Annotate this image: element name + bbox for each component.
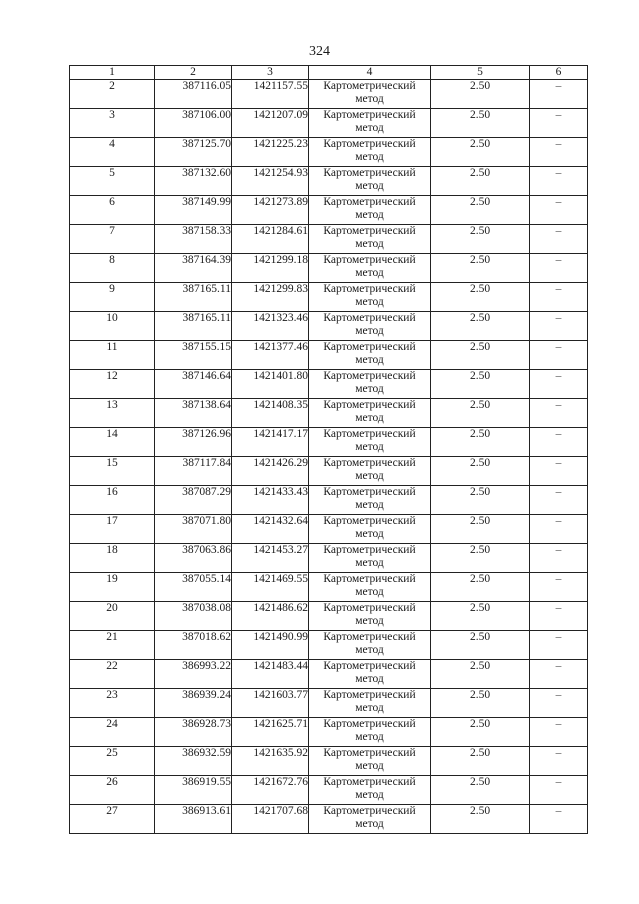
accuracy-cell: 2.50 [431,254,530,283]
y-coordinate-cell: 1421299.83 [232,283,309,312]
y-coordinate-cell: 1421299.18 [232,254,309,283]
x-coordinate-cell: 386928.73 [155,718,232,747]
y-coordinate-cell: 1421433.43 [232,486,309,515]
method-cell [309,370,431,399]
note-cell: – [530,428,588,457]
y-coordinate-cell: 1421625.71 [232,718,309,747]
point-number-cell: 2 [70,80,155,109]
column-header-6: 6 [530,66,588,80]
note-cell: – [530,718,588,747]
method-line-1: Картометрический [323,805,416,817]
method-line-1: Картометрический [323,283,416,295]
column-header-3: 3 [232,66,309,80]
x-coordinate-cell: 386993.22 [155,660,232,689]
accuracy-cell: 2.50 [431,486,530,515]
table-row [70,660,588,689]
x-coordinate-cell: 387149.99 [155,196,232,225]
method-line-1: Картометрический [323,167,416,179]
note-cell: – [530,138,588,167]
y-coordinate-cell: 1421273.89 [232,196,309,225]
point-number-cell: 11 [70,341,155,370]
method-cell [309,718,431,747]
method-line-1: Картометрический [323,747,416,759]
method-line-2: метод [355,209,384,221]
point-number-cell: 8 [70,254,155,283]
accuracy-cell: 2.50 [431,312,530,341]
x-coordinate-cell: 386939.24 [155,689,232,718]
method-line-2: метод [355,789,384,801]
x-coordinate-cell: 387106.00 [155,109,232,138]
method-cell [309,689,431,718]
method-cell [309,660,431,689]
method-cell [309,457,431,486]
accuracy-cell: 2.50 [431,631,530,660]
y-coordinate-cell: 1421635.92 [232,747,309,776]
method-line-2: метод [355,615,384,627]
table-row [70,399,588,428]
accuracy-cell: 2.50 [431,341,530,370]
method-cell [309,428,431,457]
y-coordinate-cell: 1421254.93 [232,167,309,196]
method-line-2: метод [355,122,384,134]
method-line-2: метод [355,586,384,598]
method-line-1: Картометрический [323,602,416,614]
accuracy-cell: 2.50 [431,718,530,747]
method-line-1: Картометрический [323,428,416,440]
method-cell [309,544,431,573]
table-row [70,805,588,834]
y-coordinate-cell: 1421672.76 [232,776,309,805]
point-number-cell: 24 [70,718,155,747]
accuracy-cell: 2.50 [431,225,530,254]
table-row [70,341,588,370]
y-coordinate-cell: 1421157.55 [232,80,309,109]
point-number-cell: 27 [70,805,155,834]
x-coordinate-cell: 387146.64 [155,370,232,399]
method-line-1: Картометрический [323,196,416,208]
method-line-1: Картометрический [323,718,416,730]
x-coordinate-cell: 387138.64 [155,399,232,428]
x-coordinate-cell: 386913.61 [155,805,232,834]
accuracy-cell: 2.50 [431,776,530,805]
table-row [70,573,588,602]
method-line-1: Картометрический [323,660,416,672]
x-coordinate-cell: 387132.60 [155,167,232,196]
method-cell [309,776,431,805]
point-number-cell: 13 [70,399,155,428]
x-coordinate-cell: 387165.11 [155,312,232,341]
method-line-2: метод [355,296,384,308]
table-row [70,718,588,747]
accuracy-cell: 2.50 [431,138,530,167]
note-cell: – [530,196,588,225]
point-number-cell: 6 [70,196,155,225]
table-row [70,370,588,399]
method-line-1: Картометрический [323,573,416,585]
point-number-cell: 14 [70,428,155,457]
table-row [70,138,588,167]
method-line-1: Картометрический [323,631,416,643]
method-line-2: метод [355,673,384,685]
method-line-1: Картометрический [323,689,416,701]
table-row [70,196,588,225]
method-line-2: метод [355,441,384,453]
y-coordinate-cell: 1421401.80 [232,370,309,399]
x-coordinate-cell: 386932.59 [155,747,232,776]
accuracy-cell: 2.50 [431,544,530,573]
point-number-cell: 19 [70,573,155,602]
method-line-2: метод [355,499,384,511]
column-header-1: 1 [70,66,155,80]
method-cell [309,196,431,225]
method-line-1: Картометрический [323,776,416,788]
point-number-cell: 12 [70,370,155,399]
method-cell [309,225,431,254]
table-row [70,109,588,138]
y-coordinate-cell: 1421432.64 [232,515,309,544]
point-number-cell: 21 [70,631,155,660]
method-line-1: Картометрический [323,486,416,498]
method-line-2: метод [355,151,384,163]
y-coordinate-cell: 1421284.61 [232,225,309,254]
note-cell: – [530,283,588,312]
table-row [70,689,588,718]
method-cell [309,486,431,515]
note-cell: – [530,167,588,196]
x-coordinate-cell: 387018.62 [155,631,232,660]
table-body [70,80,588,834]
method-cell [309,747,431,776]
point-number-cell: 26 [70,776,155,805]
table-row [70,486,588,515]
note-cell: – [530,254,588,283]
accuracy-cell: 2.50 [431,109,530,138]
table-row [70,283,588,312]
accuracy-cell: 2.50 [431,689,530,718]
note-cell: – [530,544,588,573]
y-coordinate-cell: 1421603.77 [232,689,309,718]
x-coordinate-cell: 387165.11 [155,283,232,312]
note-cell: – [530,225,588,254]
method-line-2: метод [355,238,384,250]
table-row [70,428,588,457]
point-number-cell: 10 [70,312,155,341]
column-header-2: 2 [155,66,232,80]
table-row [70,312,588,341]
y-coordinate-cell: 1421426.29 [232,457,309,486]
accuracy-cell: 2.50 [431,573,530,602]
note-cell: – [530,80,588,109]
method-line-2: метод [355,267,384,279]
method-line-1: Картометрический [323,341,416,353]
method-line-2: метод [355,470,384,482]
method-line-2: метод [355,412,384,424]
method-line-2: метод [355,528,384,540]
x-coordinate-cell: 387063.86 [155,544,232,573]
y-coordinate-cell: 1421486.62 [232,602,309,631]
x-coordinate-cell: 387071.80 [155,515,232,544]
accuracy-cell: 2.50 [431,805,530,834]
method-line-1: Картометрический [323,109,416,121]
accuracy-cell: 2.50 [431,283,530,312]
method-line-2: метод [355,557,384,569]
method-cell [309,602,431,631]
table-row [70,631,588,660]
accuracy-cell: 2.50 [431,457,530,486]
note-cell: – [530,805,588,834]
method-cell [309,631,431,660]
table-row [70,80,588,109]
accuracy-cell: 2.50 [431,370,530,399]
method-cell [309,254,431,283]
method-cell [309,283,431,312]
table-row [70,254,588,283]
point-number-cell: 3 [70,109,155,138]
x-coordinate-cell: 387158.33 [155,225,232,254]
x-coordinate-cell: 387087.29 [155,486,232,515]
method-line-2: метод [355,325,384,337]
y-coordinate-cell: 1421490.99 [232,631,309,660]
point-number-cell: 23 [70,689,155,718]
y-coordinate-cell: 1421453.27 [232,544,309,573]
point-number-cell: 7 [70,225,155,254]
note-cell: – [530,747,588,776]
y-coordinate-cell: 1421225.23 [232,138,309,167]
note-cell: – [530,486,588,515]
note-cell: – [530,515,588,544]
method-line-1: Картометрический [323,312,416,324]
point-number-cell: 5 [70,167,155,196]
accuracy-cell: 2.50 [431,399,530,428]
note-cell: – [530,457,588,486]
point-number-cell: 16 [70,486,155,515]
x-coordinate-cell: 387126.96 [155,428,232,457]
note-cell: – [530,631,588,660]
method-line-2: метод [355,354,384,366]
note-cell: – [530,399,588,428]
y-coordinate-cell: 1421707.68 [232,805,309,834]
coordinates-table [69,65,588,834]
accuracy-cell: 2.50 [431,428,530,457]
accuracy-cell: 2.50 [431,167,530,196]
method-line-1: Картометрический [323,515,416,527]
column-header-5: 5 [431,66,530,80]
point-number-cell: 9 [70,283,155,312]
point-number-cell: 20 [70,602,155,631]
method-cell [309,399,431,428]
method-line-2: метод [355,93,384,105]
accuracy-cell: 2.50 [431,80,530,109]
method-cell [309,341,431,370]
table-row [70,747,588,776]
accuracy-cell: 2.50 [431,660,530,689]
y-coordinate-cell: 1421408.35 [232,399,309,428]
x-coordinate-cell: 386919.55 [155,776,232,805]
method-line-1: Картометрический [323,225,416,237]
method-line-2: метод [355,702,384,714]
note-cell: – [530,573,588,602]
x-coordinate-cell: 387117.84 [155,457,232,486]
method-cell [309,805,431,834]
method-cell [309,573,431,602]
note-cell: – [530,370,588,399]
x-coordinate-cell: 387164.39 [155,254,232,283]
table-row [70,167,588,196]
method-line-2: метод [355,760,384,772]
accuracy-cell: 2.50 [431,196,530,225]
method-cell [309,80,431,109]
method-line-1: Картометрический [323,399,416,411]
y-coordinate-cell: 1421323.46 [232,312,309,341]
note-cell: – [530,341,588,370]
point-number-cell: 17 [70,515,155,544]
point-number-cell: 18 [70,544,155,573]
point-number-cell: 22 [70,660,155,689]
y-coordinate-cell: 1421207.09 [232,109,309,138]
method-line-2: метод [355,644,384,656]
method-line-2: метод [355,818,384,830]
table-header [70,66,588,80]
point-number-cell: 15 [70,457,155,486]
method-line-1: Картометрический [323,80,416,92]
x-coordinate-cell: 387038.08 [155,602,232,631]
y-coordinate-cell: 1421377.46 [232,341,309,370]
accuracy-cell: 2.50 [431,747,530,776]
y-coordinate-cell: 1421417.17 [232,428,309,457]
method-cell [309,138,431,167]
y-coordinate-cell: 1421483.44 [232,660,309,689]
method-line-1: Картометрический [323,138,416,150]
table-row [70,225,588,254]
method-line-2: метод [355,180,384,192]
method-cell [309,515,431,544]
method-cell [309,312,431,341]
accuracy-cell: 2.50 [431,515,530,544]
table-row [70,602,588,631]
method-cell [309,109,431,138]
method-line-1: Картометрический [323,544,416,556]
table-row [70,776,588,805]
note-cell: – [530,312,588,341]
column-header-4: 4 [309,66,431,80]
x-coordinate-cell: 387055.14 [155,573,232,602]
method-cell [309,167,431,196]
point-number-cell: 4 [70,138,155,167]
accuracy-cell: 2.50 [431,602,530,631]
table-row [70,457,588,486]
table-row [70,544,588,573]
note-cell: – [530,660,588,689]
x-coordinate-cell: 387155.15 [155,341,232,370]
note-cell: – [530,109,588,138]
table-row [70,515,588,544]
point-number-cell: 25 [70,747,155,776]
note-cell: – [530,602,588,631]
method-line-1: Картометрический [323,370,416,382]
method-line-1: Картометрический [323,254,416,266]
page-number: 324 [309,44,330,59]
x-coordinate-cell: 387116.05 [155,80,232,109]
method-line-2: метод [355,383,384,395]
note-cell: – [530,776,588,805]
note-cell: – [530,689,588,718]
x-coordinate-cell: 387125.70 [155,138,232,167]
method-line-2: метод [355,731,384,743]
y-coordinate-cell: 1421469.55 [232,573,309,602]
method-line-1: Картометрический [323,457,416,469]
header-row [70,66,588,80]
